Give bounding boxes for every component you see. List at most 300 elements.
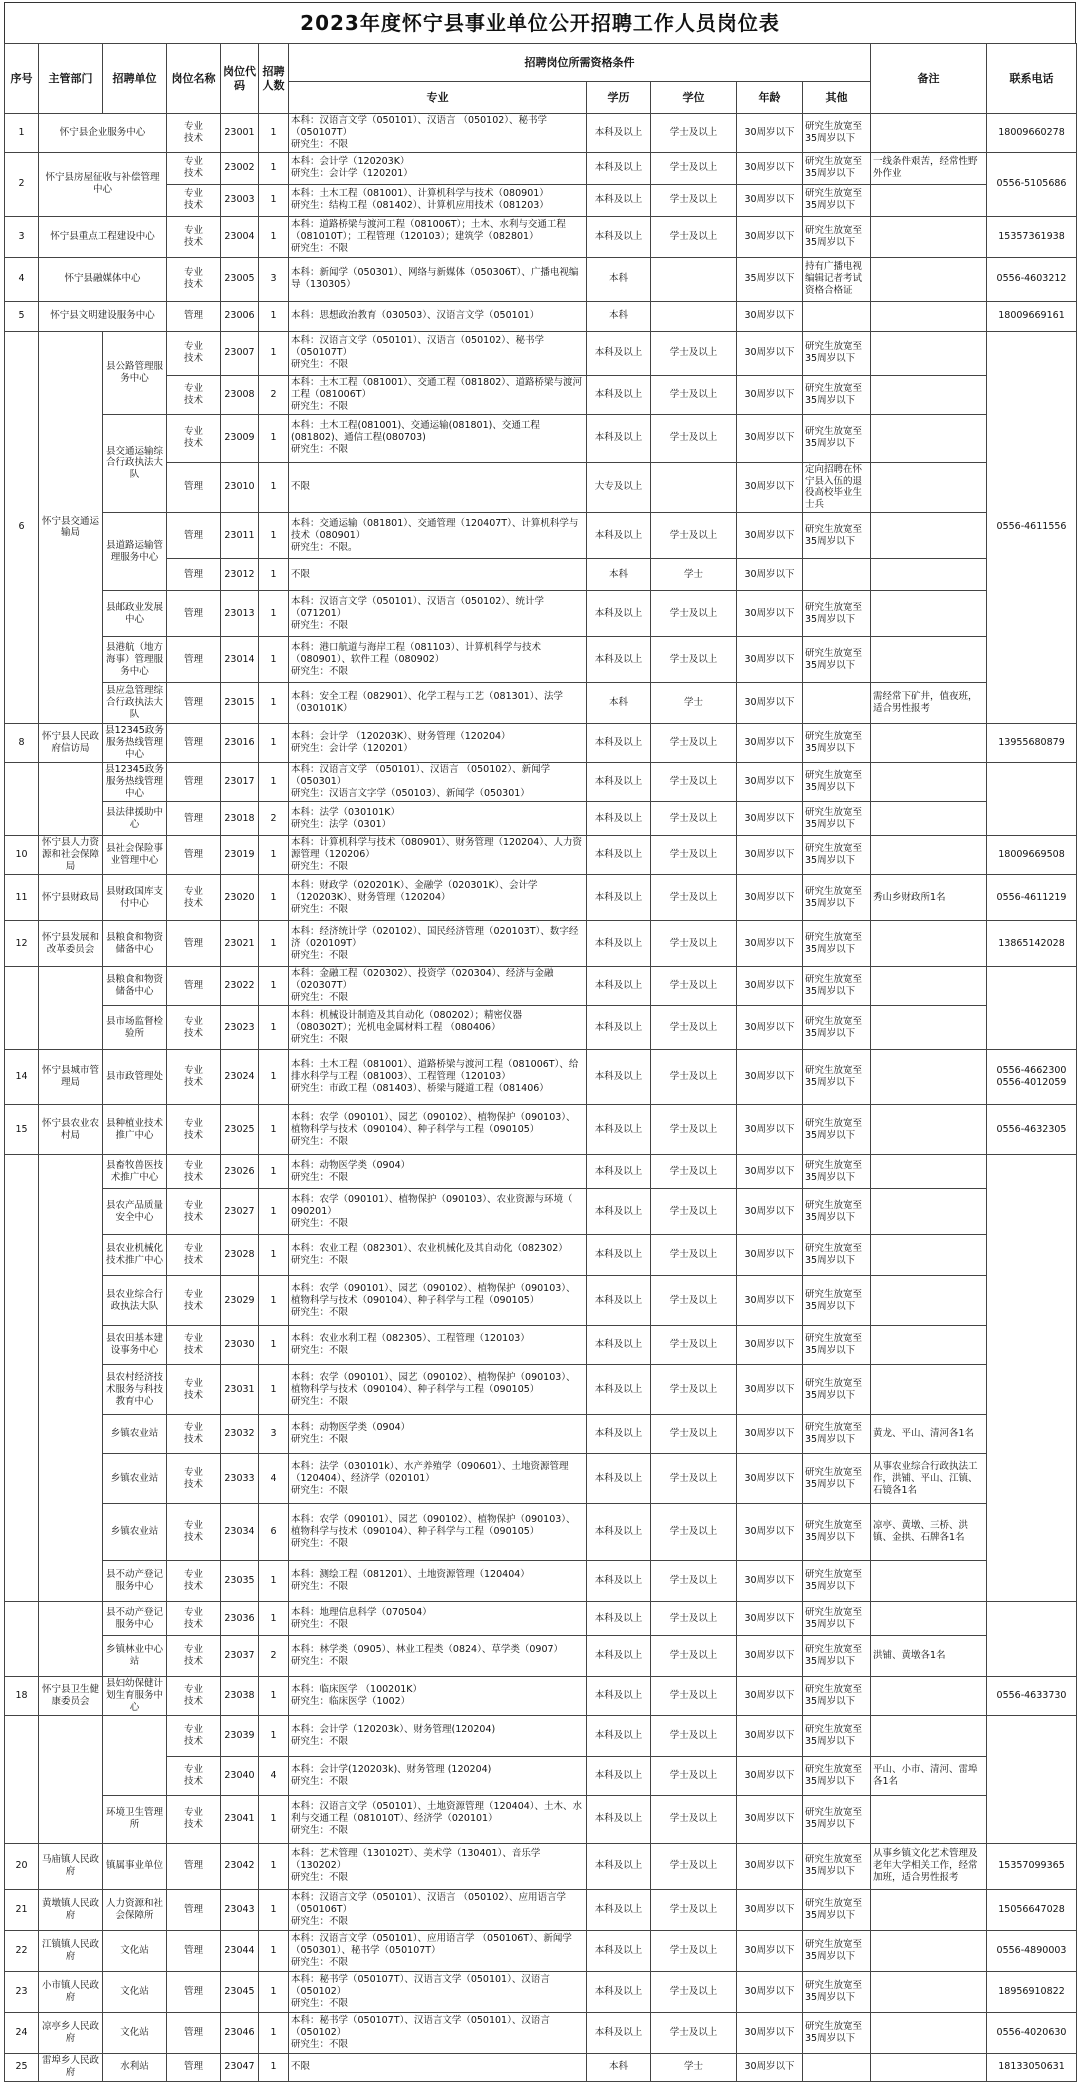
cell-major: 本科：交通运输（081801）、交通管理（120407T）、计算机科学与技术（080901） 研究生：不限。 <box>289 513 587 559</box>
cell-dept: 马庙镇人民政府 <box>39 1843 103 1889</box>
cell-post-code: 23025 <box>221 1105 259 1155</box>
cell-major: 本科：土木工程（081001）、交通工程（081802）、道路桥梁与渡河工程（081006T） 研究生：不限 <box>289 375 587 414</box>
cell-count: 1 <box>259 875 289 921</box>
cell-seq: 10 <box>5 836 39 875</box>
cell-edu: 本科及以上 <box>587 1795 651 1843</box>
cell-degree: 学士及以上 <box>651 1276 737 1326</box>
cell-degree: 学士及以上 <box>651 967 737 1006</box>
cell-post-code: 23020 <box>221 875 259 921</box>
cell-post-name: 专业 技术 <box>167 1105 221 1155</box>
cell-degree <box>651 257 737 301</box>
cell-post-name: 专业 技术 <box>167 1189 221 1235</box>
cell-degree: 学士及以上 <box>651 331 737 375</box>
cell-seq <box>5 763 39 836</box>
cell-age: 30周岁以下 <box>737 724 803 763</box>
cell-edu: 本科及以上 <box>587 1454 651 1504</box>
cell-post-name: 管理 <box>167 2012 221 2053</box>
cell-dept: 怀宁县融媒体中心 <box>39 257 167 301</box>
cell-edu: 本科及以上 <box>587 1365 651 1415</box>
cell-count: 1 <box>259 1561 289 1602</box>
cell-unit: 文化站 <box>103 1971 167 2012</box>
cell-phone: 0556-5105686 <box>987 152 1077 216</box>
cell-post-name: 管理 <box>167 2053 221 2081</box>
table-row <box>5 152 1077 184</box>
cell-unit: 乡镇林业中心站 <box>103 1636 167 1677</box>
cell-phone: 0556-4890003 <box>987 1930 1077 1971</box>
cell-post-name: 管理 <box>167 637 221 683</box>
cell-post-name: 管理 <box>167 591 221 637</box>
cell-major: 本科：会计学（120203K） 研究生：会计学（120201） <box>289 152 587 184</box>
cell-degree: 学士及以上 <box>651 1189 737 1235</box>
cell-degree: 学士及以上 <box>651 921 737 967</box>
cell-other: 研究生放宽至35周岁以下 <box>803 763 871 802</box>
cell-major: 本科：法学（030101k）、水产养殖学（090601）、土地资源管理（120404）、经济学（020101） 研究生：不限 <box>289 1454 587 1504</box>
cell-edu: 本科及以上 <box>587 1105 651 1155</box>
cell-other: 研究生放宽至35周岁以下 <box>803 216 871 257</box>
cell-post-code: 23031 <box>221 1365 259 1415</box>
cell-other: 研究生放宽至35周岁以下 <box>803 414 871 462</box>
cell-count: 3 <box>259 1415 289 1454</box>
cell-degree: 学士及以上 <box>651 763 737 802</box>
cell-post-name: 专业 技术 <box>167 1561 221 1602</box>
cell-post-code: 23016 <box>221 724 259 763</box>
cell-unit: 县市场监督检验所 <box>103 1006 167 1050</box>
table-row <box>5 1326 1077 1365</box>
header-count: 招聘人数 <box>259 44 289 114</box>
cell-seq: 22 <box>5 1930 39 1971</box>
cell-seq: 25 <box>5 2053 39 2081</box>
cell-post-name: 管理 <box>167 513 221 559</box>
cell-unit: 乡镇农业站 <box>103 1454 167 1504</box>
cell-major: 本科：动物医学类（0904） 研究生：不限 <box>289 1155 587 1189</box>
cell-degree: 学士及以上 <box>651 1715 737 1756</box>
cell-other: 研究生放宽至35周岁以下 <box>803 1715 871 1756</box>
cell-count: 1 <box>259 331 289 375</box>
cell-edu: 本科及以上 <box>587 2012 651 2053</box>
cell-age: 30周岁以下 <box>737 1677 803 1716</box>
cell-post-code: 23044 <box>221 1930 259 1971</box>
cell-unit: 乡镇农业站 <box>103 1415 167 1454</box>
cell-post-code: 23045 <box>221 1971 259 2012</box>
cell-unit: 县邮政业发展中心 <box>103 591 167 637</box>
cell-major: 本科：汉语言文学（050101）、土地资源管理（120404）、土木、水利与交通工程（081010T）、经济学（020101） 研究生：不限 <box>289 1795 587 1843</box>
cell-dept: 小市镇人民政府 <box>39 1971 103 2012</box>
cell-degree: 学士及以上 <box>651 1050 737 1105</box>
cell-remark <box>871 184 987 216</box>
table-row <box>5 1602 1077 1636</box>
cell-edu: 本科及以上 <box>587 331 651 375</box>
cell-major: 本科：汉语言文学（050101）、应用语言学 （050106T）、新闻学（050301）、秘书学（050107T） 研究生：不限 <box>289 1930 587 1971</box>
page-title: 2023年度怀宁县事业单位公开招聘工作人员岗位表 <box>4 2 1076 43</box>
cell-edu: 大专及以上 <box>587 462 651 513</box>
cell-count: 1 <box>259 513 289 559</box>
cell-major: 本科：艺术管理（130102T）、美术学（130401）、音乐学（130202） 研究生：不限 <box>289 1843 587 1889</box>
cell-edu: 本科及以上 <box>587 591 651 637</box>
header-seq: 序号 <box>5 44 39 114</box>
cell-edu: 本科 <box>587 559 651 591</box>
cell-count: 1 <box>259 1843 289 1889</box>
cell-major: 本科：金融工程（020302）、投资学（020304）、经济与金融（020307T） 研究生：不限 <box>289 967 587 1006</box>
cell-age: 30周岁以下 <box>737 1561 803 1602</box>
cell-edu: 本科及以上 <box>587 114 651 153</box>
cell-age: 30周岁以下 <box>737 1050 803 1105</box>
cell-edu: 本科及以上 <box>587 1561 651 1602</box>
cell-remark <box>871 763 987 802</box>
header-degree: 学位 <box>651 82 737 114</box>
cell-other: 研究生放宽至35周岁以下 <box>803 802 871 836</box>
cell-other: 研究生放宽至35周岁以下 <box>803 1276 871 1326</box>
cell-phone: 18133050631 <box>987 2053 1077 2081</box>
cell-degree: 学士及以上 <box>651 1415 737 1454</box>
cell-edu: 本科及以上 <box>587 1415 651 1454</box>
cell-major: 本科：测绘工程（081201）、土地资源管理（120404） 研究生：不限 <box>289 1561 587 1602</box>
cell-dept: 凉亭乡人民政府 <box>39 2012 103 2053</box>
cell-unit: 县市政管理处 <box>103 1050 167 1105</box>
cell-post-code: 23047 <box>221 2053 259 2081</box>
cell-count: 1 <box>259 1365 289 1415</box>
cell-edu: 本科 <box>587 301 651 331</box>
cell-age: 30周岁以下 <box>737 1504 803 1561</box>
cell-edu: 本科及以上 <box>587 414 651 462</box>
table-row <box>5 1795 1077 1843</box>
cell-major: 本科：农学（090101）、园艺（090102）、植物保护（090103）、植物科学与技术（090104）、种子科学与工程（090105） 研究生：不限 <box>289 1365 587 1415</box>
cell-seq: 12 <box>5 921 39 967</box>
cell-degree: 学士及以上 <box>651 875 737 921</box>
cell-edu: 本科及以上 <box>587 921 651 967</box>
cell-degree: 学士及以上 <box>651 513 737 559</box>
cell-seq: 23 <box>5 1971 39 2012</box>
cell-post-code: 23017 <box>221 763 259 802</box>
cell-unit: 人力资源和社会保障所 <box>103 1889 167 1930</box>
cell-unit: 县农业机械化技术推广中心 <box>103 1235 167 1276</box>
table-row <box>5 1715 1077 1756</box>
table-row <box>5 1454 1077 1504</box>
cell-phone <box>987 763 1077 836</box>
cell-other: 研究生放宽至35周岁以下 <box>803 967 871 1006</box>
cell-degree: 学士及以上 <box>651 1930 737 1971</box>
table-body <box>5 114 1077 2082</box>
cell-remark <box>871 1105 987 1155</box>
cell-remark <box>871 637 987 683</box>
table-row <box>5 1105 1077 1155</box>
cell-other: 研究生放宽至35周岁以下 <box>803 1677 871 1716</box>
cell-age: 30周岁以下 <box>737 184 803 216</box>
cell-post-name: 专业 技术 <box>167 1155 221 1189</box>
cell-remark <box>871 1006 987 1050</box>
cell-other: 研究生放宽至35周岁以下 <box>803 1454 871 1504</box>
cell-dept: 雷埠乡人民政府 <box>39 2053 103 2081</box>
cell-count: 1 <box>259 301 289 331</box>
cell-dept: 怀宁县人力资源和社会保障局 <box>39 836 103 875</box>
cell-count: 1 <box>259 216 289 257</box>
cell-age: 30周岁以下 <box>737 637 803 683</box>
cell-remark <box>871 1715 987 1756</box>
cell-count: 2 <box>259 375 289 414</box>
cell-post-name: 管理 <box>167 763 221 802</box>
cell-age: 30周岁以下 <box>737 875 803 921</box>
cell-post-code: 23027 <box>221 1189 259 1235</box>
cell-major: 本科：临床医学 （100201K） 研究生：临床医学（1002） <box>289 1677 587 1716</box>
cell-edu: 本科及以上 <box>587 1276 651 1326</box>
cell-degree: 学士及以上 <box>651 1504 737 1561</box>
cell-remark <box>871 802 987 836</box>
cell-post-code: 23042 <box>221 1843 259 1889</box>
cell-edu: 本科及以上 <box>587 1235 651 1276</box>
cell-unit: 文化站 <box>103 1930 167 1971</box>
cell-remark: 从事农业综合行政执法工作，洪铺、平山、江镇、石镜各1名 <box>871 1454 987 1504</box>
table-row <box>5 1235 1077 1276</box>
cell-degree: 学士及以上 <box>651 802 737 836</box>
cell-degree: 学士及以上 <box>651 1843 737 1889</box>
table-row <box>5 1006 1077 1050</box>
cell-dept: 怀宁县财政局 <box>39 875 103 921</box>
cell-phone <box>987 1715 1077 1843</box>
cell-other: 研究生放宽至35周岁以下 <box>803 114 871 153</box>
cell-degree: 学士及以上 <box>651 1155 737 1189</box>
table-row <box>5 683 1077 724</box>
cell-age: 30周岁以下 <box>737 152 803 184</box>
cell-post-name: 管理 <box>167 1971 221 2012</box>
cell-post-name: 专业 技术 <box>167 114 221 153</box>
cell-age: 30周岁以下 <box>737 1795 803 1843</box>
cell-post-name: 专业 技术 <box>167 216 221 257</box>
cell-edu: 本科及以上 <box>587 1971 651 2012</box>
cell-post-code: 23026 <box>221 1155 259 1189</box>
cell-post-name: 专业 技术 <box>167 257 221 301</box>
cell-remark <box>871 967 987 1006</box>
cell-count: 1 <box>259 683 289 724</box>
cell-count: 1 <box>259 1276 289 1326</box>
cell-count: 1 <box>259 1155 289 1189</box>
cell-post-code: 23046 <box>221 2012 259 2053</box>
cell-dept <box>39 1715 103 1843</box>
cell-other: 研究生放宽至35周岁以下 <box>803 1561 871 1602</box>
cell-remark <box>871 1276 987 1326</box>
cell-major: 本科：汉语言文学 （050101）、汉语言 （050102）、新闻学（050301） 研究生：汉语言文字学（050103）、新闻学（050301） <box>289 763 587 802</box>
cell-post-code: 23032 <box>221 1415 259 1454</box>
table-row <box>5 2012 1077 2053</box>
cell-major: 本科：土木工程（081001）、道路桥梁与渡河工程（081006T）、给排水科学与工程（081003）、工程管理（120103） 研究生：市政工程（081403）、桥梁与隧道工程（081406） <box>289 1050 587 1105</box>
cell-degree: 学士 <box>651 683 737 724</box>
cell-age: 30周岁以下 <box>737 1155 803 1189</box>
cell-phone <box>987 967 1077 1050</box>
cell-dept <box>39 967 103 1050</box>
cell-count: 1 <box>259 462 289 513</box>
cell-count: 1 <box>259 1715 289 1756</box>
cell-count: 4 <box>259 1454 289 1504</box>
cell-post-name: 管理 <box>167 1889 221 1930</box>
table-row <box>5 1889 1077 1930</box>
cell-post-name: 专业 技术 <box>167 331 221 375</box>
cell-phone <box>987 1155 1077 1602</box>
table-row <box>5 1971 1077 2012</box>
cell-remark: 从事乡镇文化艺术管理及老年大学相关工作，经常加班，适合男性报考 <box>871 1843 987 1889</box>
cell-major: 本科：动物医学类（0904） 研究生：不限 <box>289 1415 587 1454</box>
cell-phone: 15056647028 <box>987 1889 1077 1930</box>
cell-seq: 18 <box>5 1677 39 1716</box>
cell-age: 30周岁以下 <box>737 591 803 637</box>
cell-count: 1 <box>259 1235 289 1276</box>
cell-edu: 本科及以上 <box>587 1602 651 1636</box>
cell-other: 研究生放宽至35周岁以下 <box>803 724 871 763</box>
cell-post-name: 专业 技术 <box>167 1715 221 1756</box>
cell-remark <box>871 1795 987 1843</box>
cell-post-name: 管理 <box>167 967 221 1006</box>
cell-dept: 怀宁县人民政府信访局 <box>39 724 103 763</box>
cell-post-name: 专业 技术 <box>167 1235 221 1276</box>
cell-degree: 学士及以上 <box>651 414 737 462</box>
cell-count: 1 <box>259 836 289 875</box>
cell-major: 本科：道路桥梁与渡河工程（081006T）；土木、水利与交通工程（081010T）；工程管理（120103）；建筑学（082801） 研究生：不限 <box>289 216 587 257</box>
cell-unit: 县粮食和物资储备中心 <box>103 921 167 967</box>
table-row <box>5 1843 1077 1889</box>
cell-phone: 18009669508 <box>987 836 1077 875</box>
cell-count: 1 <box>259 1795 289 1843</box>
cell-remark <box>871 1155 987 1189</box>
cell-dept <box>39 1155 103 1602</box>
cell-count: 6 <box>259 1504 289 1561</box>
table-row <box>5 637 1077 683</box>
cell-post-code: 23015 <box>221 683 259 724</box>
cell-remark <box>871 1889 987 1930</box>
header-post-name: 岗位名称 <box>167 44 221 114</box>
cell-dept: 怀宁县文明建设服务中心 <box>39 301 167 331</box>
cell-degree: 学士及以上 <box>651 152 737 184</box>
cell-dept: 怀宁县交通运输局 <box>39 331 103 724</box>
cell-post-code: 23014 <box>221 637 259 683</box>
cell-remark <box>871 462 987 513</box>
cell-post-name: 管理 <box>167 1930 221 1971</box>
cell-edu: 本科及以上 <box>587 1930 651 1971</box>
cell-unit: 县港航（地方海事）管理服务中心 <box>103 637 167 683</box>
cell-post-code: 23003 <box>221 184 259 216</box>
table-row <box>5 1415 1077 1454</box>
cell-post-code: 23029 <box>221 1276 259 1326</box>
table-row <box>5 414 1077 462</box>
cell-post-code: 23040 <box>221 1756 259 1795</box>
cell-major: 本科：会计学(120203k)、财务管理 (120204) 研究生：不限 <box>289 1756 587 1795</box>
table-row <box>5 1504 1077 1561</box>
cell-age: 30周岁以下 <box>737 559 803 591</box>
cell-unit: 县法律援助中心 <box>103 802 167 836</box>
cell-count: 1 <box>259 114 289 153</box>
cell-post-name: 专业 技术 <box>167 1276 221 1326</box>
cell-dept: 怀宁县卫生健康委员会 <box>39 1677 103 1716</box>
cell-post-name: 管理 <box>167 1843 221 1889</box>
cell-age: 30周岁以下 <box>737 1889 803 1930</box>
cell-unit: 县农田基本建设事务中心 <box>103 1326 167 1365</box>
cell-remark <box>871 1050 987 1105</box>
cell-phone: 0556-4632305 <box>987 1105 1077 1155</box>
header-post-code: 岗位代码 <box>221 44 259 114</box>
cell-degree: 学士及以上 <box>651 1454 737 1504</box>
cell-post-code: 23012 <box>221 559 259 591</box>
cell-remark <box>871 591 987 637</box>
cell-major: 本科：财政学（020201K）、金融学（020301K）、会计学（120203K）、财务管理（120204） 研究生：不限 <box>289 875 587 921</box>
cell-edu: 本科 <box>587 257 651 301</box>
cell-phone: 0556-4603212 <box>987 257 1077 301</box>
cell-unit: 县应急管理综合行政执法大队 <box>103 683 167 724</box>
cell-age: 30周岁以下 <box>737 1415 803 1454</box>
cell-post-code: 23019 <box>221 836 259 875</box>
cell-count: 1 <box>259 1105 289 1155</box>
cell-seq: 8 <box>5 724 39 763</box>
cell-remark: 洪铺、黄墩各1名 <box>871 1636 987 1677</box>
cell-dept: 怀宁县城市管理局 <box>39 1050 103 1105</box>
table-row <box>5 802 1077 836</box>
cell-remark <box>871 1930 987 1971</box>
cell-other: 研究生放宽至35周岁以下 <box>803 331 871 375</box>
cell-unit <box>103 1715 167 1795</box>
cell-seq: 5 <box>5 301 39 331</box>
cell-major: 本科：农业工程（082301）、农业机械化及其自动化（082302） 研究生：不限 <box>289 1235 587 1276</box>
cell-edu: 本科及以上 <box>587 724 651 763</box>
cell-other: 研究生放宽至35周岁以下 <box>803 1326 871 1365</box>
cell-seq: 2 <box>5 152 39 216</box>
cell-other: 研究生放宽至35周岁以下 <box>803 921 871 967</box>
cell-age: 30周岁以下 <box>737 1326 803 1365</box>
cell-count: 1 <box>259 1050 289 1105</box>
cell-other: 持有广播电视编辑记者考试资格合格证 <box>803 257 871 301</box>
cell-remark <box>871 114 987 153</box>
cell-seq: 3 <box>5 216 39 257</box>
cell-count: 1 <box>259 414 289 462</box>
cell-dept: 怀宁县企业服务中心 <box>39 114 167 153</box>
cell-remark <box>871 301 987 331</box>
cell-remark <box>871 216 987 257</box>
table-row <box>5 216 1077 257</box>
cell-major: 本科：农学（090101）、植物保护（090103）、农业资源与环境（ 090201） 研究生：不限 <box>289 1189 587 1235</box>
cell-count: 1 <box>259 724 289 763</box>
cell-degree: 学士及以上 <box>651 1561 737 1602</box>
cell-edu: 本科及以上 <box>587 802 651 836</box>
cell-post-name: 专业 技术 <box>167 1050 221 1105</box>
cell-edu: 本科及以上 <box>587 216 651 257</box>
cell-post-name: 专业 技术 <box>167 1415 221 1454</box>
cell-unit: 县公路管理服务中心 <box>103 331 167 414</box>
cell-age: 30周岁以下 <box>737 1636 803 1677</box>
cell-edu: 本科 <box>587 683 651 724</box>
cell-edu: 本科及以上 <box>587 1326 651 1365</box>
cell-other: 研究生放宽至35周岁以下 <box>803 1843 871 1889</box>
table-row <box>5 921 1077 967</box>
cell-age: 30周岁以下 <box>737 1006 803 1050</box>
cell-remark <box>871 724 987 763</box>
cell-degree: 学士及以上 <box>651 1006 737 1050</box>
cell-other: 研究生放宽至35周岁以下 <box>803 1155 871 1189</box>
cell-major: 本科：农学（090101）、园艺（090102）、植物保护（090103）、植物科学与技术（090104）、种子科学与工程（090105） 研究生：不限 <box>289 1504 587 1561</box>
cell-remark <box>871 513 987 559</box>
cell-other: 研究生放宽至35周岁以下 <box>803 1889 871 1930</box>
cell-phone: 18956910822 <box>987 1971 1077 2012</box>
cell-count: 1 <box>259 2053 289 2081</box>
cell-major: 本科：汉语言文学（050101）、汉语言 （050102）、应用语言学 （050106T） 研究生：不限 <box>289 1889 587 1930</box>
cell-age: 30周岁以下 <box>737 375 803 414</box>
cell-unit: 县农产品质量安全中心 <box>103 1189 167 1235</box>
cell-degree: 学士及以上 <box>651 1326 737 1365</box>
cell-post-code: 23007 <box>221 331 259 375</box>
cell-post-name: 专业 技术 <box>167 1795 221 1843</box>
table-row <box>5 724 1077 763</box>
cell-post-name: 管理 <box>167 559 221 591</box>
cell-major: 本科：港口航道与海岸工程（081103）、计算机科学与技术（080901）、软件工程（080902） 研究生：不限 <box>289 637 587 683</box>
cell-edu: 本科及以上 <box>587 375 651 414</box>
cell-major: 不限 <box>289 462 587 513</box>
cell-other: 研究生放宽至35周岁以下 <box>803 1636 871 1677</box>
cell-edu: 本科及以上 <box>587 637 651 683</box>
cell-degree: 学士及以上 <box>651 1365 737 1415</box>
cell-remark <box>871 1235 987 1276</box>
